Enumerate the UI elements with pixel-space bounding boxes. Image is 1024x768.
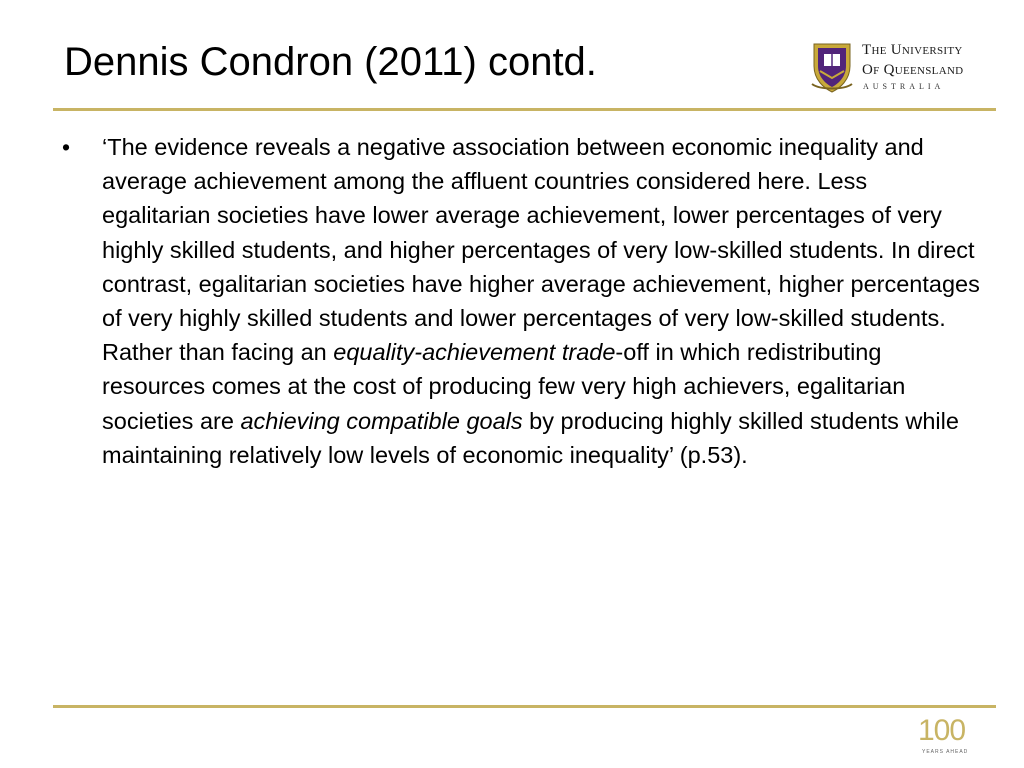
centenary-tagline: YEARS AHEAD bbox=[922, 749, 969, 755]
uq-crest-icon bbox=[810, 40, 854, 94]
bullet-marker: • bbox=[62, 134, 71, 160]
bullet-list bbox=[62, 130, 982, 472]
quote-segment: ‘The evidence reveals a negative association between economic inequality and average achievement among the affluent countries considered here. Less egalitarian societies have lower average achievement, lower percentages of very highly skilled students, and higher percentages of very low-skilled students. In direct contrast, egalitarian societies have higher average achievement, higher percentages of very highly skilled students and lower percentages of very low-skilled students. Rather than facing an bbox=[102, 134, 980, 366]
slide-title: Dennis Condron (2011) contd. bbox=[64, 40, 597, 84]
centenary-logo bbox=[918, 716, 988, 760]
quote-text bbox=[102, 130, 982, 472]
bullet-item bbox=[62, 130, 982, 472]
header-divider bbox=[53, 108, 996, 111]
uq-logo-country: AUSTRALIA bbox=[863, 82, 945, 91]
quote-segment: by producing highly skilled students while maintaining relatively low levels of economic inequality’ (p.53). bbox=[102, 407, 959, 468]
uq-logo-wordmark bbox=[862, 40, 963, 80]
uq-logo-line2: Of Queensland bbox=[862, 62, 964, 78]
uq-logo bbox=[810, 38, 1000, 98]
quote-emphasis-achieving-compatible: achieving compatible goals bbox=[240, 407, 523, 434]
footer-divider bbox=[53, 705, 996, 708]
quote-segment: -off in which redistributing resources comes at the cost of producing few very high achievers, egalitarian societies are bbox=[102, 339, 906, 434]
quote-emphasis-equality-achievement: equality-achievement trade bbox=[333, 339, 616, 366]
uq-logo-line1: The University bbox=[862, 42, 963, 58]
centenary-number: 100 bbox=[918, 714, 966, 747]
